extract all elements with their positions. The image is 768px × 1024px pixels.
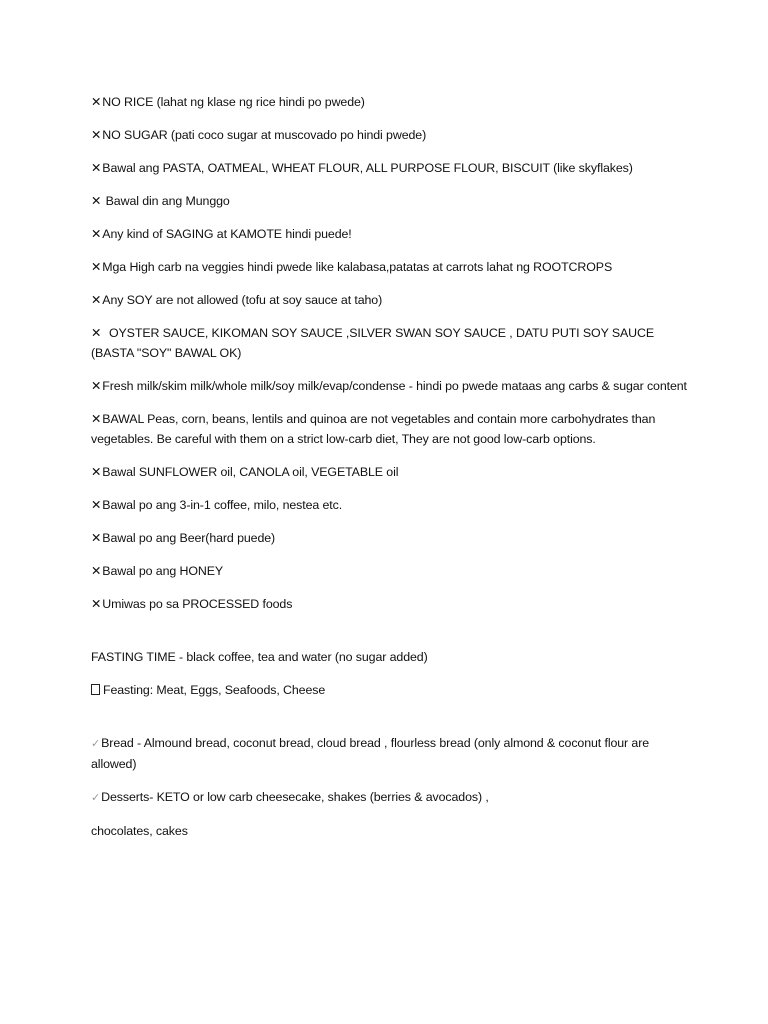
list-item bbox=[91, 787, 691, 808]
check-mark-icon: ✓ bbox=[91, 738, 101, 750]
list-item-text: Fresh milk/skim milk/whole milk/soy milk/evap/condense - hindi po pwede mataas ang carbs & sugar content bbox=[102, 379, 687, 393]
list-item-text: Bawal ang PASTA, OATMEAL, WHEAT FLOUR, ALL PURPOSE FLOUR, BISCUIT (like skyflakes) bbox=[102, 161, 633, 175]
x-mark-icon: ✕ bbox=[91, 95, 102, 109]
list-item-text: Bawal po ang 3-in-1 coffee, milo, nestea etc. bbox=[102, 498, 343, 512]
x-mark-icon: ✕ bbox=[91, 227, 102, 241]
list-item-text: Bawal po ang Beer(hard puede) bbox=[102, 531, 276, 545]
x-mark-icon: ✕ bbox=[91, 260, 102, 274]
list-item-text: Any SOY are not allowed (tofu at soy sauce at taho) bbox=[102, 293, 383, 307]
list-item bbox=[91, 191, 691, 211]
x-mark-icon: ✕ bbox=[91, 161, 102, 175]
list-item-text: Umiwas po sa PROCESSED foods bbox=[102, 597, 293, 611]
x-mark-icon: ✕ bbox=[91, 326, 102, 340]
list-item bbox=[91, 561, 691, 581]
list-item-text: Bawal SUNFLOWER oil, CANOLA oil, VEGETABLE oil bbox=[102, 465, 399, 479]
list-item-text: Desserts- KETO or low carb cheesecake, shakes (berries & avocados) , bbox=[101, 790, 489, 804]
list-item bbox=[91, 409, 691, 449]
x-mark-icon: ✕ bbox=[91, 194, 102, 208]
list-item bbox=[91, 92, 691, 112]
list-item-text: BAWAL Peas, corn, beans, lentils and quinoa are not vegetables and contain more carbohydrates than vegetables. Be careful with them on a strict low-carb diet, They are not good low-carb options. bbox=[91, 412, 656, 446]
list-item bbox=[91, 224, 691, 244]
list-item-text: Bread - Almound bread, coconut bread, cloud bread , flourless bread (only almond & coconut flour are allowed) bbox=[91, 736, 650, 771]
list-item bbox=[91, 376, 691, 396]
fasting-time-line: FASTING TIME - black coffee, tea and water (no sugar added) bbox=[91, 650, 428, 664]
list-item bbox=[91, 125, 691, 145]
list-item bbox=[91, 495, 691, 515]
x-mark-icon: ✕ bbox=[91, 128, 102, 142]
list-item bbox=[91, 733, 691, 774]
x-mark-icon: ✕ bbox=[91, 379, 102, 393]
x-mark-icon: ✕ bbox=[91, 465, 102, 479]
feasting-text: Feasting: Meat, Eggs, Seafoods, Cheese bbox=[103, 683, 326, 697]
missing-glyph-box-icon bbox=[91, 684, 100, 695]
list-item bbox=[91, 594, 691, 614]
list-item bbox=[91, 462, 691, 482]
list-item-text: Bawal din ang Munggo bbox=[102, 194, 230, 208]
list-item-text: OYSTER SAUCE, KIKOMAN SOY SAUCE ,SILVER SWAN SOY SAUCE , DATU PUTI SOY SAUCE (BASTA "SOY" BAWAL OK) bbox=[91, 326, 658, 360]
trailing-line: chocolates, cakes bbox=[91, 824, 188, 838]
list-item-text: NO RICE (lahat ng klase ng rice hindi po pwede) bbox=[102, 95, 365, 109]
list-item-text: Mga High carb na veggies hindi pwede like kalabasa,patatas at carrots lahat ng ROOTCROPS bbox=[102, 260, 613, 274]
spacer bbox=[91, 713, 691, 733]
feasting-line bbox=[91, 680, 691, 700]
list-item bbox=[91, 158, 691, 178]
list-item-text: Any kind of SAGING at KAMOTE hindi puede! bbox=[102, 227, 352, 241]
diet-list bbox=[91, 92, 691, 854]
spacer bbox=[91, 627, 691, 647]
x-mark-icon: ✕ bbox=[91, 498, 102, 512]
list-item-text: Bawal po ang HONEY bbox=[102, 564, 224, 578]
x-mark-icon: ✕ bbox=[91, 564, 102, 578]
list-item bbox=[91, 323, 691, 363]
x-mark-icon: ✕ bbox=[91, 597, 102, 611]
x-mark-icon: ✕ bbox=[91, 412, 102, 426]
x-mark-icon: ✕ bbox=[91, 531, 102, 545]
x-mark-icon: ✕ bbox=[91, 293, 102, 307]
list-item bbox=[91, 528, 691, 548]
list-item-text: NO SUGAR (pati coco sugar at muscovado po hindi pwede) bbox=[102, 128, 427, 142]
list-item bbox=[91, 257, 691, 277]
check-mark-icon: ✓ bbox=[91, 792, 101, 804]
list-item bbox=[91, 290, 691, 310]
